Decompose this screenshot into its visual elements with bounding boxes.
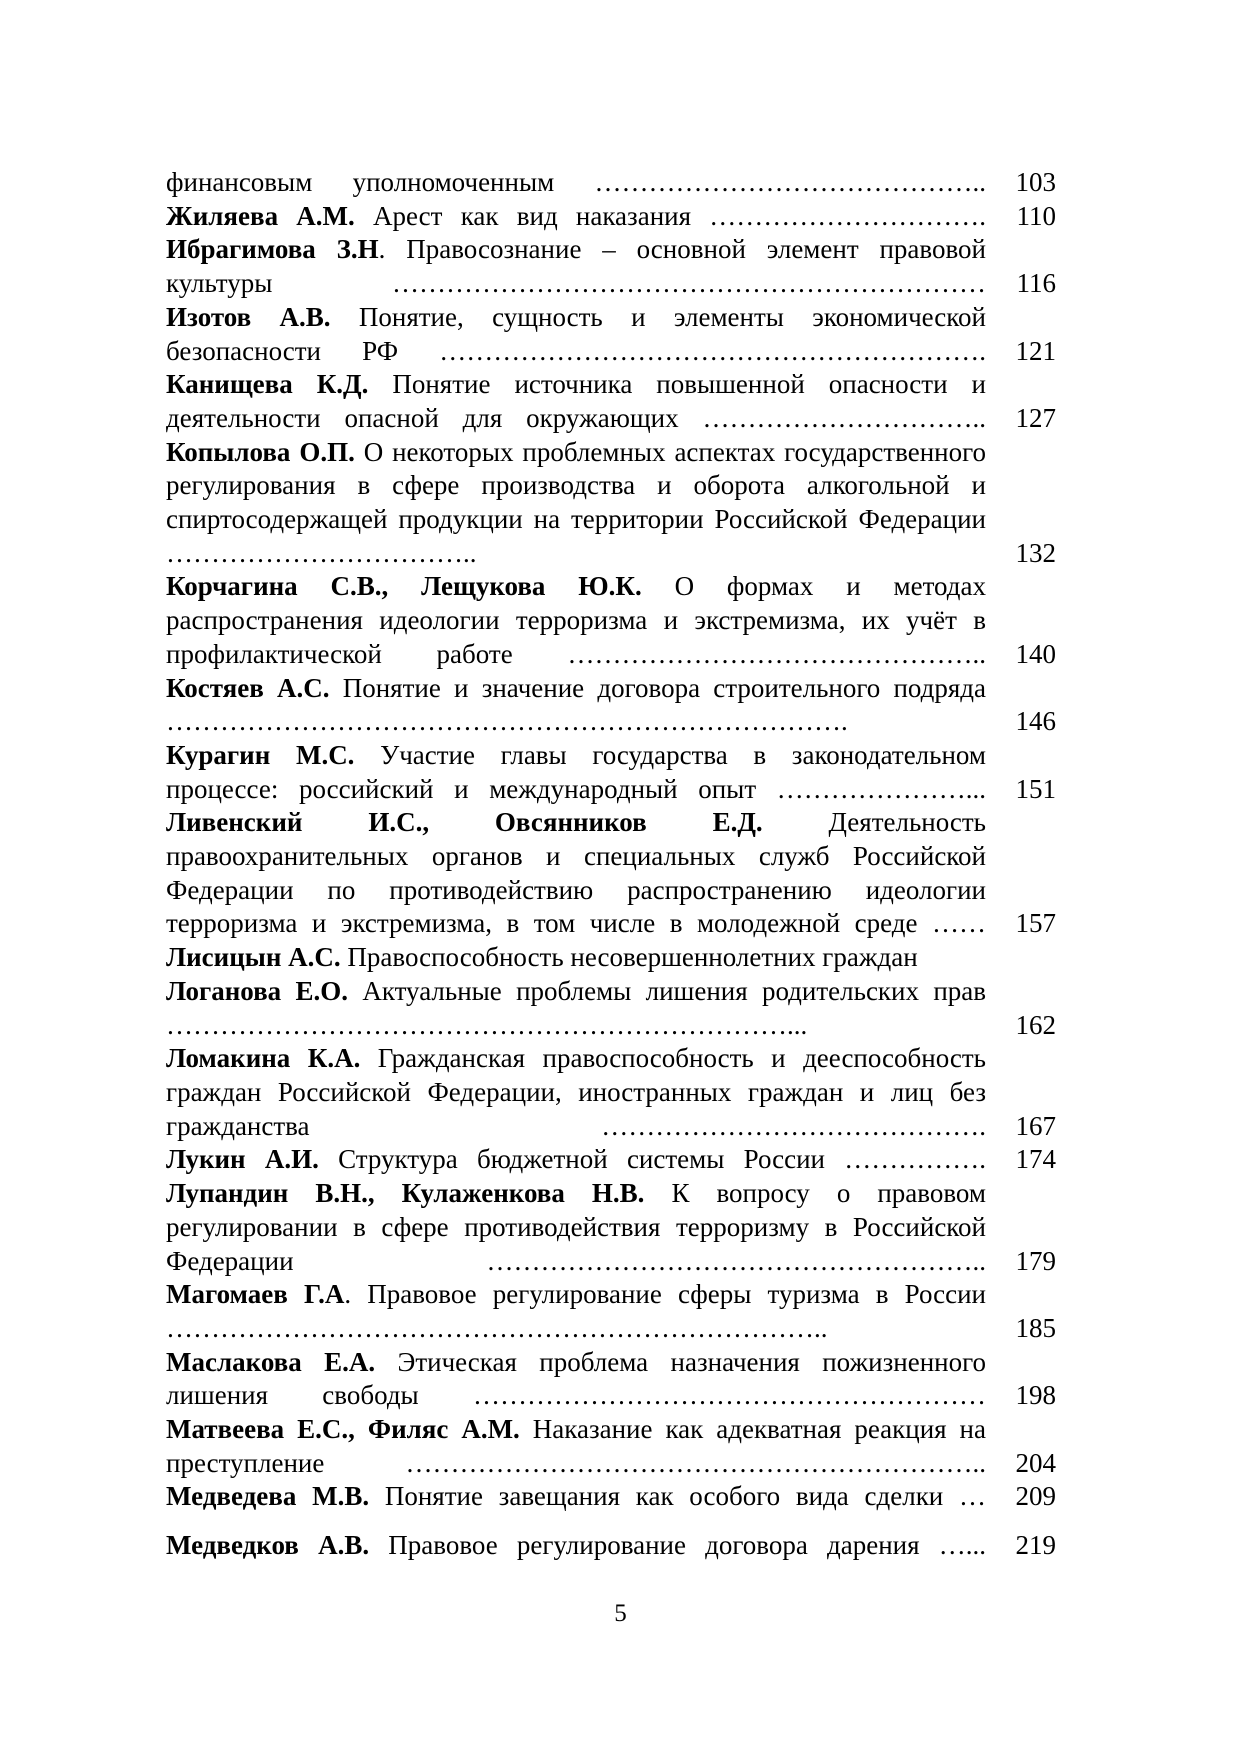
toc-entry-authors: Медведков А.В. — [166, 1530, 370, 1561]
toc-entry[interactable] — [166, 1413, 1056, 1480]
toc-entry[interactable] — [166, 672, 1056, 739]
toc-entry[interactable] — [166, 436, 1056, 571]
toc-entry-authors: Лисицын А.С. — [166, 942, 341, 973]
toc-entry-title: Наказание как адекватная реакция на преступление ……………………………………………………….. — [166, 1414, 986, 1478]
toc-entry-authors: Канищева К.Д. — [166, 369, 369, 400]
toc-entry-title: О формах и методах распространения идеологии терроризма и экстремизма, их учёт в профилактической работе ……………………………………….. — [166, 571, 986, 669]
toc-entry-title: Понятие, сущность и элементы экономической безопасности РФ ……………………………………………………. — [166, 301, 986, 366]
toc-entry-authors: Корчагина С.В., Лещукова Ю.К. — [166, 571, 642, 602]
table-of-contents — [166, 166, 1056, 1563]
toc-entry-page: 151 — [1015, 773, 1056, 804]
toc-entry-page: 209 — [1015, 1481, 1056, 1512]
toc-entry-page: 162 — [1015, 1009, 1056, 1040]
toc-entry[interactable] — [166, 1042, 1056, 1143]
toc-entry[interactable] — [166, 200, 1056, 234]
toc-entry[interactable] — [166, 368, 1056, 435]
toc-entry[interactable] — [166, 1480, 1056, 1514]
toc-entry[interactable] — [166, 301, 1056, 368]
page-number: 5 — [614, 1600, 627, 1627]
toc-entry-authors: Медведева М.В. — [166, 1481, 370, 1512]
toc-entry-title: Этическая проблема назначения пожизненного лишения свободы ………………………………………………… — [166, 1346, 987, 1411]
toc-entry-authors: Магомаев Г.А — [166, 1279, 345, 1310]
toc-entry-authors: Лупандин В.Н., Кулаженкова Н.В. — [166, 1178, 645, 1209]
toc-entry[interactable] — [166, 1143, 1056, 1177]
toc-entry-authors: Ливенский И.С., Овсянников Е.Д. — [166, 807, 763, 838]
toc-entry-page: 204 — [1015, 1447, 1056, 1478]
toc-entry[interactable] — [166, 739, 1056, 806]
toc-entry-page: 179 — [1015, 1245, 1056, 1276]
toc-entry[interactable] — [166, 975, 1056, 1042]
toc-entry-title: Арест как вид наказания …………………………. — [354, 200, 986, 231]
toc-entry-authors: Ибрагимова З.Н — [166, 234, 379, 265]
toc-entry-page: 110 — [1016, 200, 1056, 231]
toc-entry-page: 157 — [1015, 908, 1056, 939]
toc-entry-authors: Ломакина К.А. — [166, 1043, 361, 1074]
toc-entry-title: Участие главы государства в законодательном процессе: российский и международный опыт …………………... — [166, 739, 986, 804]
toc-entry[interactable] — [166, 1346, 1056, 1413]
toc-entry[interactable] — [166, 806, 1056, 941]
toc-entry-title: Гражданская правоспособность и дееспособность граждан Российской Федерации, иностранных граждан и лиц без гражданства ……………………………………. — [166, 1043, 986, 1141]
toc-entry-title: К вопросу о правовом регулировании в сфере противодействия терроризму в Российской Федерации ……………………………………………….. — [166, 1178, 986, 1276]
toc-entry[interactable] — [166, 166, 1056, 200]
toc-entry-authors: Жиляева А.М. — [166, 200, 355, 231]
toc-entry-title: . Правовое регулирование сферы туризма в России ……………………………………………………………….. — [166, 1279, 986, 1343]
toc-entry-page: 103 — [1015, 167, 1056, 197]
toc-entry-authors: Лукин А.И. — [166, 1144, 319, 1175]
toc-entry-authors: Изотов А.В. — [166, 301, 331, 332]
toc-entry-title: О некоторых проблемных аспектах государственного регулирования в сфере производства и оборота алкогольной и спиртосодержащей продукции на территории Российской Федерации …………………………….. — [166, 436, 986, 568]
toc-entry-title: Деятельность правоохранительных органов и специальных служб Российской Федерации по противодействию распространению идеологии терроризма и экстремизма, в том числе в молодежной среде …… — [166, 807, 986, 939]
toc-entry-page: 198 — [1015, 1380, 1056, 1411]
toc-entry-title: . Правосознание – основной элемент правовой культуры ………………………………………………………… — [166, 234, 986, 299]
toc-entry-page: 219 — [1015, 1530, 1056, 1561]
toc-entry-page: 127 — [1015, 402, 1056, 433]
toc-entry[interactable] — [166, 941, 1056, 975]
toc-entry-title: Правоспособность несовершеннолетних граждан — [340, 942, 918, 973]
toc-entry-page: 185 — [1015, 1312, 1056, 1343]
toc-entry-page: 132 — [1015, 537, 1056, 568]
toc-entry[interactable] — [166, 1177, 1056, 1278]
toc-entry-authors: Маслакова Е.А. — [166, 1346, 376, 1377]
toc-entry[interactable] — [166, 1529, 1056, 1563]
toc-entry-authors: Костяев А.С. — [166, 672, 330, 703]
toc-entry-title: Понятие источника повышенной опасности и деятельности опасной для окружающих ………………………….. — [166, 369, 986, 433]
toc-entry[interactable] — [166, 570, 1056, 671]
toc-entry-title: Понятие и значение договора строительного подряда …………………………………………………………………. — [166, 672, 987, 737]
toc-entry-title: Актуальные проблемы лишения родительских прав ……………………………………………………………... — [166, 975, 986, 1040]
toc-entry-page: 116 — [1016, 268, 1056, 299]
toc-entry-page: 174 — [1015, 1144, 1056, 1175]
toc-entry[interactable] — [166, 233, 1056, 300]
toc-entry[interactable] — [166, 1278, 1056, 1345]
toc-entry-page: 121 — [1015, 335, 1056, 366]
toc-entry-authors: Логанова Е.О. — [166, 975, 349, 1006]
toc-entry-title: Правовое регулирование договора дарения …... — [369, 1530, 986, 1561]
toc-entry-title: финансовым уполномоченным …………………………………….. — [166, 167, 986, 197]
toc-entry-authors: Матвеева Е.С., Филяс А.М. — [166, 1414, 520, 1445]
toc-entry-title: Понятие завещания как особого вида сделки … — [369, 1481, 987, 1512]
toc-entry-authors: Курагин М.С. — [166, 739, 355, 770]
toc-entry-authors: Копылова О.П. — [166, 436, 355, 467]
toc-entry-page: 167 — [1015, 1110, 1056, 1141]
toc-entry-title: Структура бюджетной системы России ……………. — [318, 1144, 986, 1175]
toc-entry-page: 146 — [1015, 706, 1056, 737]
toc-entry-page: 140 — [1015, 638, 1056, 669]
